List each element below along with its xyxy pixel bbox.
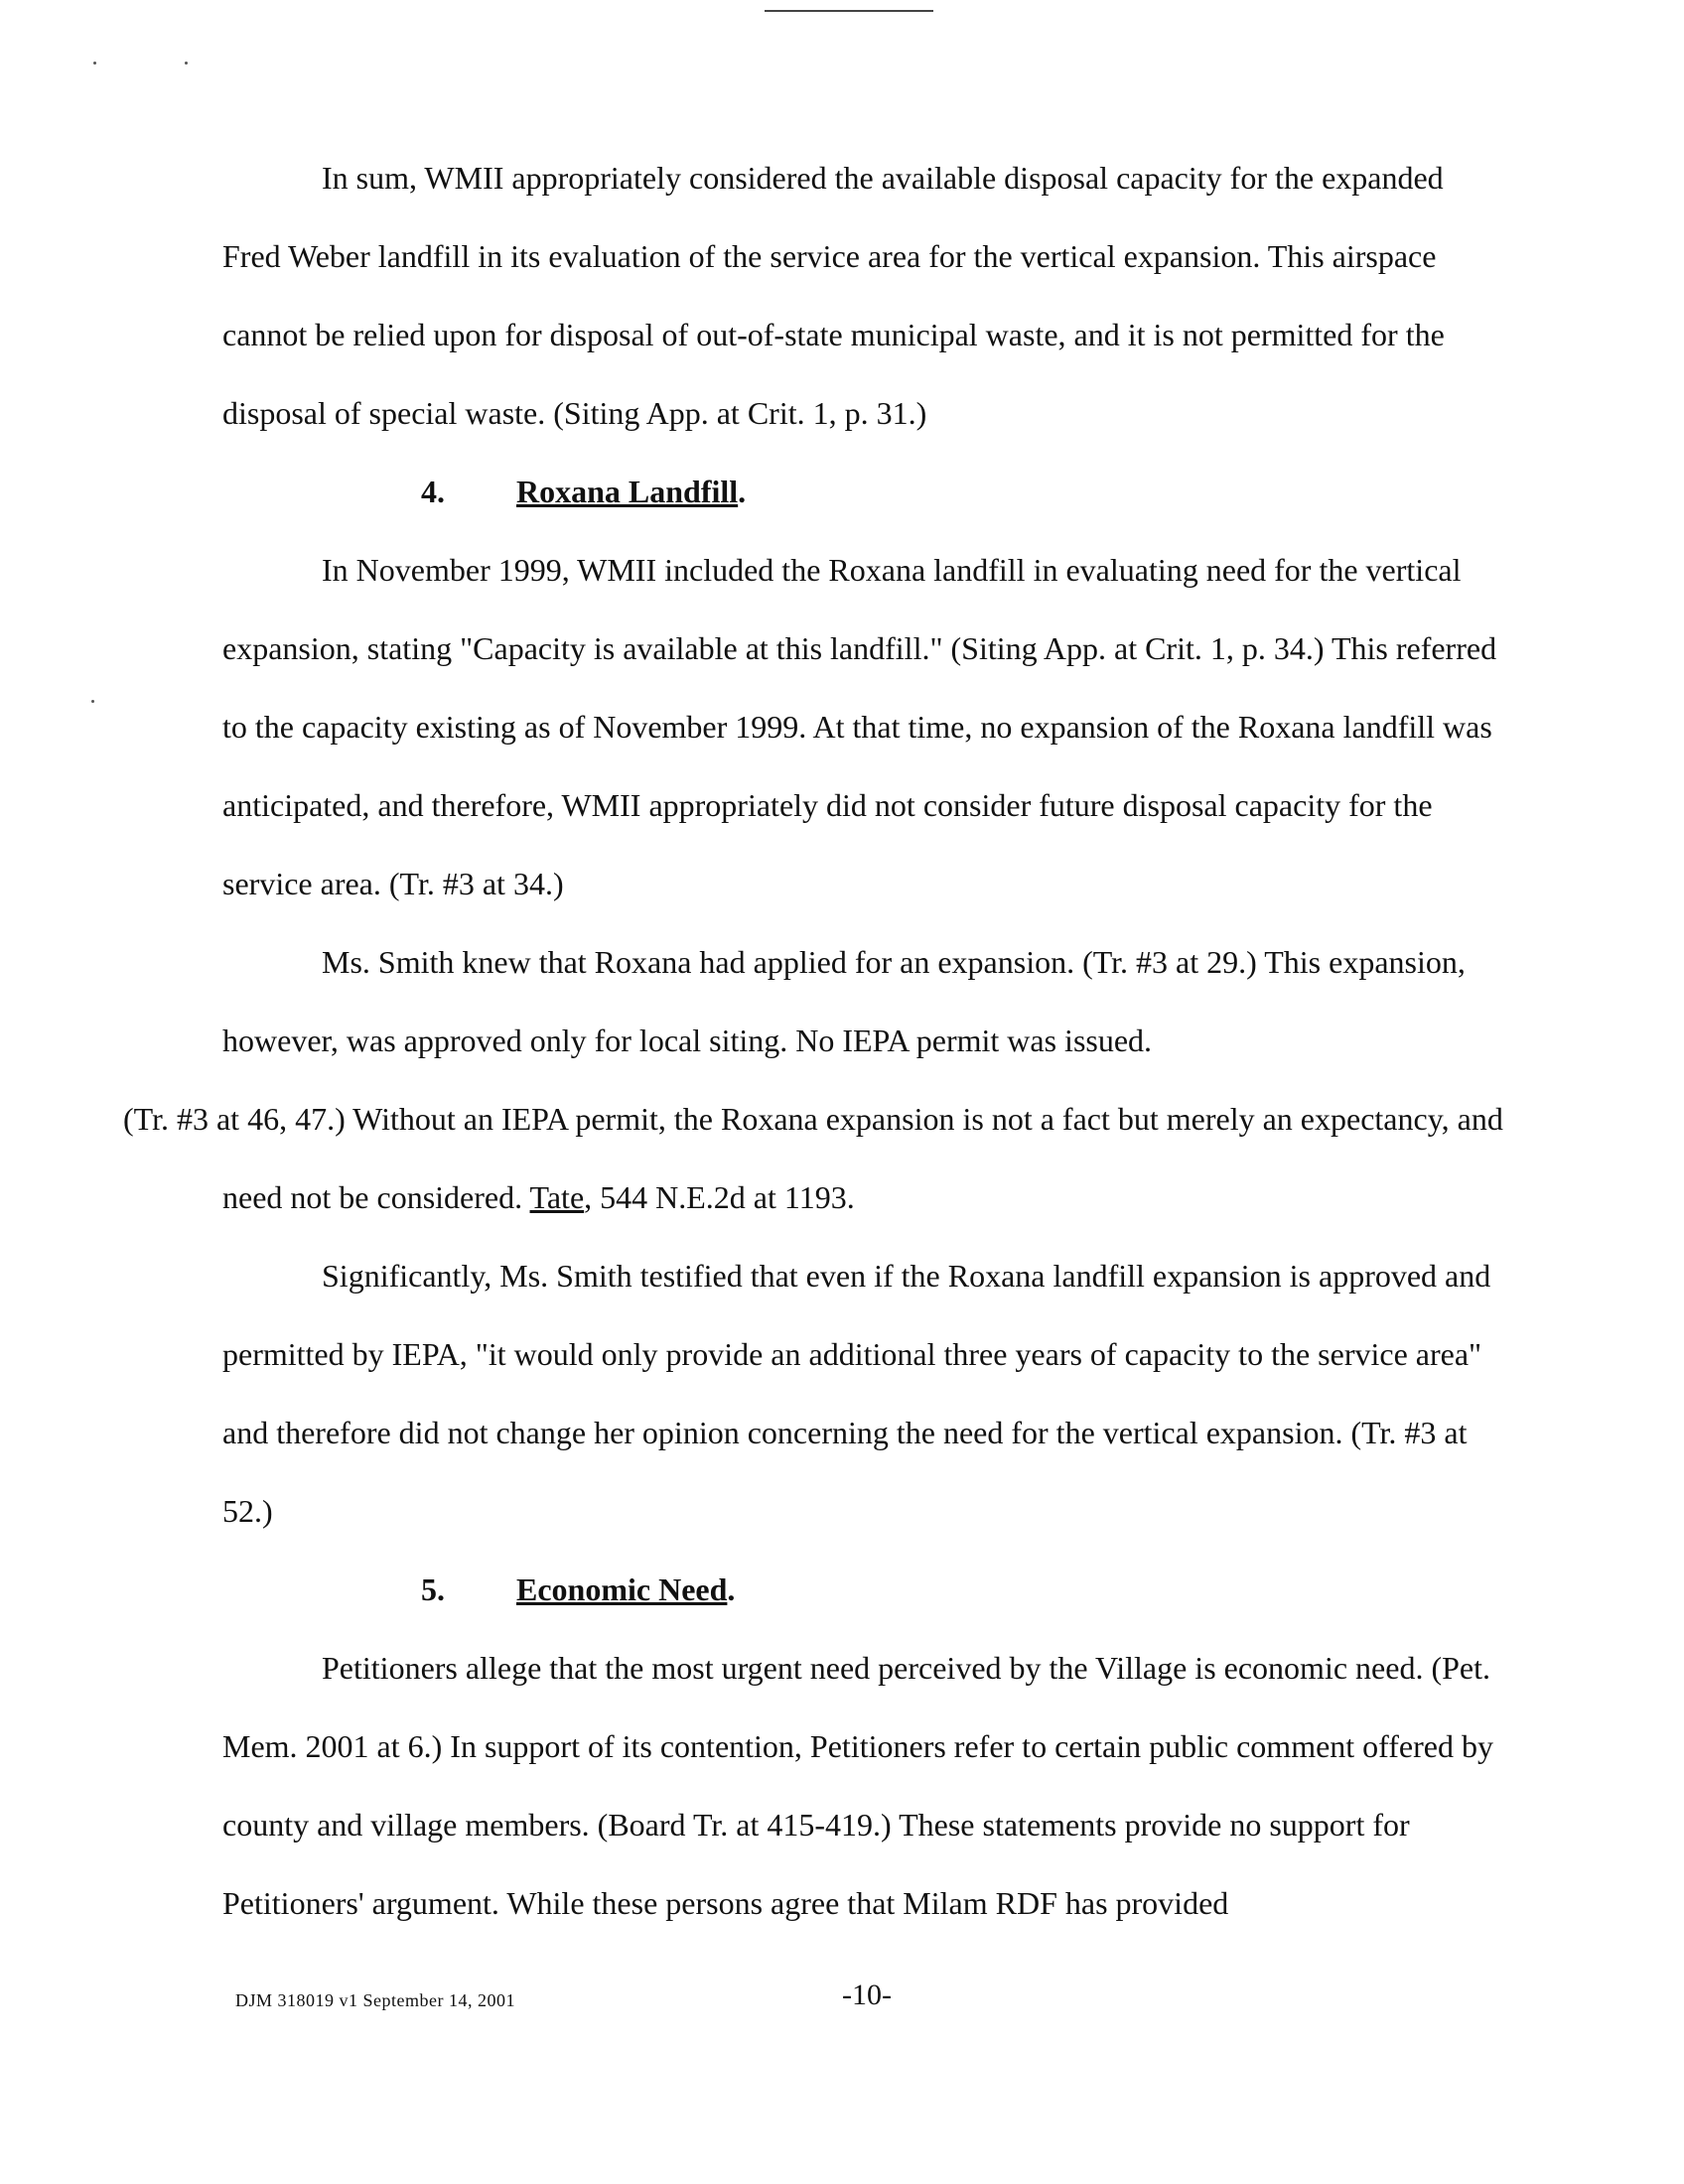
scan-artifact-dot [93,62,96,65]
paragraph-petitioners-allege: Petitioners allege that the most urgent need perceived by the Village is economic need. (Pet. Mem. 2001 at 6.) In support of its contention, Petitioners refer to certain public comment offered by county and village members. (Board Tr. at 415-419.) These statements provide no support for Petitioners' argument. While these persons agree that Milam RDF has provided [222,1650,1493,1921]
scan-artifact-dot [185,62,188,65]
scan-artifact-dot [91,700,94,703]
section-number: 4. [421,474,445,509]
section-heading-economic-need: 5. Economic Need. [222,1551,1503,1629]
section-title: Roxana Landfill [516,474,739,509]
document-id-footer: DJM 318019 v1 September 14, 2001 [235,1990,515,2010]
section-number: 5. [421,1571,445,1607]
paragraph-fred-weber-summary: In sum, WMII appropriately considered the available disposal capacity for the expanded Fred Weber landfill in its evaluation of the service area for the vertical expansion. This airspace cannot be relied upon for disposal of out-of-state municipal waste, and it is not permitted for the disposal of special waste. (Siting App. at Crit. 1, p. 31.) [222,160,1445,431]
case-citation: Tate [529,1179,585,1215]
paragraph-smith-knew [123,923,1503,1237]
paragraph-text: (Tr. #3 at 46, 47.) Without an IEPA permit, the Roxana expansion is not a fact but merely an expectancy, and need not be considered. [123,1101,1503,1215]
section-heading-roxana-landfill: 4. Roxana Landfill. [222,453,1503,531]
paragraph-text: , 544 N.E.2d at 1193. [584,1179,855,1215]
paragraph-text: Ms. Smith knew that Roxana had applied for an expansion. (Tr. #3 at 29.) This expansion, however, was approved only for local siting. No IEPA permit was issued. [222,944,1466,1058]
paragraph-roxana-1999: In November 1999, WMII included the Roxana landfill in evaluating need for the vertical expansion, stating "Capacity is available at this landfill." (Siting App. at Crit. 1, p. 34.) This referred to the capacity existing as of November 1999. At that time, no expansion of the Roxana landfill was anticipated, and therefore, WMII appropriately did not consider future disposal capacity for the service area. (Tr. #3 at 34.) [222,552,1497,901]
paragraph-smith-testified: Significantly, Ms. Smith testified that even if the Roxana landfill expansion is approved and permitted by IEPA, "it would only provide an additional three years of capacity to the service area" and therefore did not change her opinion concerning the need for the vertical expansion. (Tr. #3 at 52.) [222,1258,1491,1529]
section-title: Economic Need [516,1571,728,1607]
page-number: -10- [842,1979,892,2011]
scan-artifact-line [765,10,933,12]
document-body [123,139,1503,1943]
